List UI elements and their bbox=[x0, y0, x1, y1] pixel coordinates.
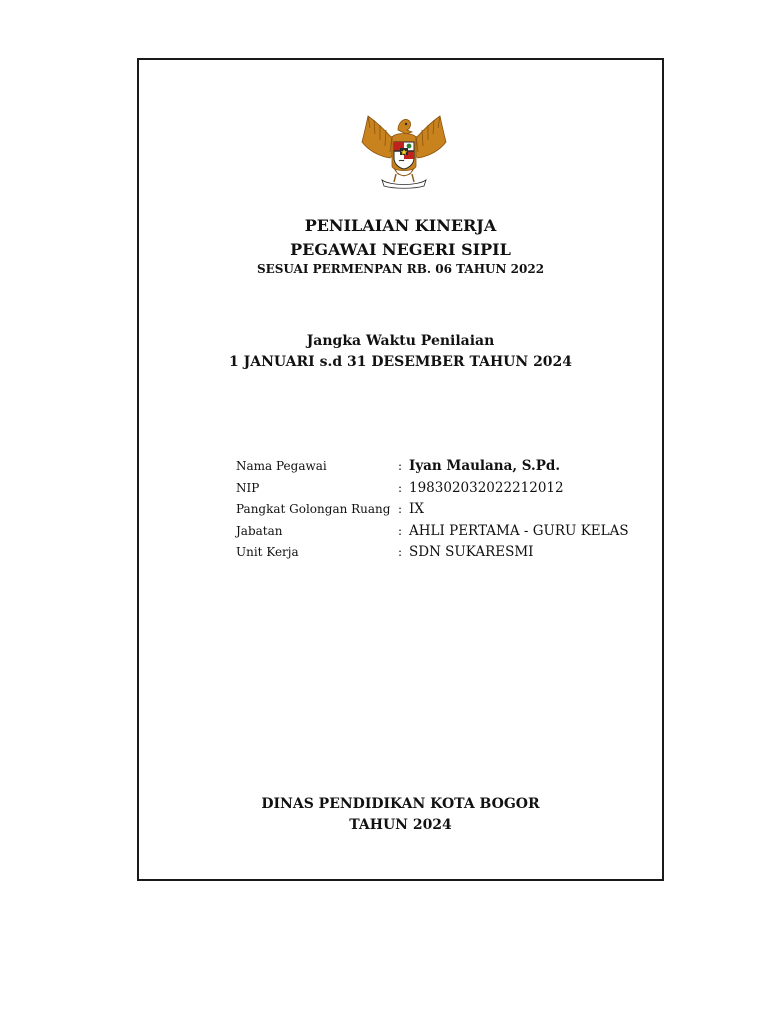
document-year: TAHUN 2024 bbox=[349, 817, 452, 833]
info-colon: : bbox=[398, 480, 403, 495]
info-label: Jabatan bbox=[236, 523, 283, 538]
assessment-period-label: Jangka Waktu Penilaian bbox=[306, 333, 495, 349]
employee-name-value: Iyan Maulana, S.Pd. bbox=[409, 458, 561, 474]
garuda-pancasila-emblem-icon bbox=[354, 108, 454, 190]
document-title: PENILAIAN KINERJA bbox=[304, 216, 497, 235]
issuing-agency: DINAS PENDIDIKAN KOTA BOGOR bbox=[261, 796, 540, 812]
work-unit-value: SDN SUKARESMI bbox=[409, 544, 534, 560]
info-colon: : bbox=[398, 523, 403, 538]
nip-value: 198302032022212012 bbox=[409, 479, 564, 496]
assessment-period-range: 1 JANUARI s.d 31 DESEMBER TAHUN 2024 bbox=[228, 354, 573, 370]
info-colon: : bbox=[398, 545, 403, 559]
info-colon: : bbox=[398, 502, 403, 516]
info-label: Nama Pegawai bbox=[236, 459, 327, 473]
info-label: Unit Kerja bbox=[236, 545, 299, 559]
regulation-reference: SESUAI PERMENPAN RB. 06 TAHUN 2022 bbox=[256, 262, 545, 276]
rank-value: IX bbox=[409, 501, 424, 517]
document-subtitle: PEGAWAI NEGERI SIPIL bbox=[290, 240, 511, 259]
position-value: AHLI PERTAMA - GURU KELAS bbox=[409, 522, 629, 539]
info-label: Pangkat Golongan Ruang bbox=[236, 502, 391, 516]
info-label: NIP bbox=[236, 480, 260, 495]
info-colon: : bbox=[398, 459, 403, 473]
